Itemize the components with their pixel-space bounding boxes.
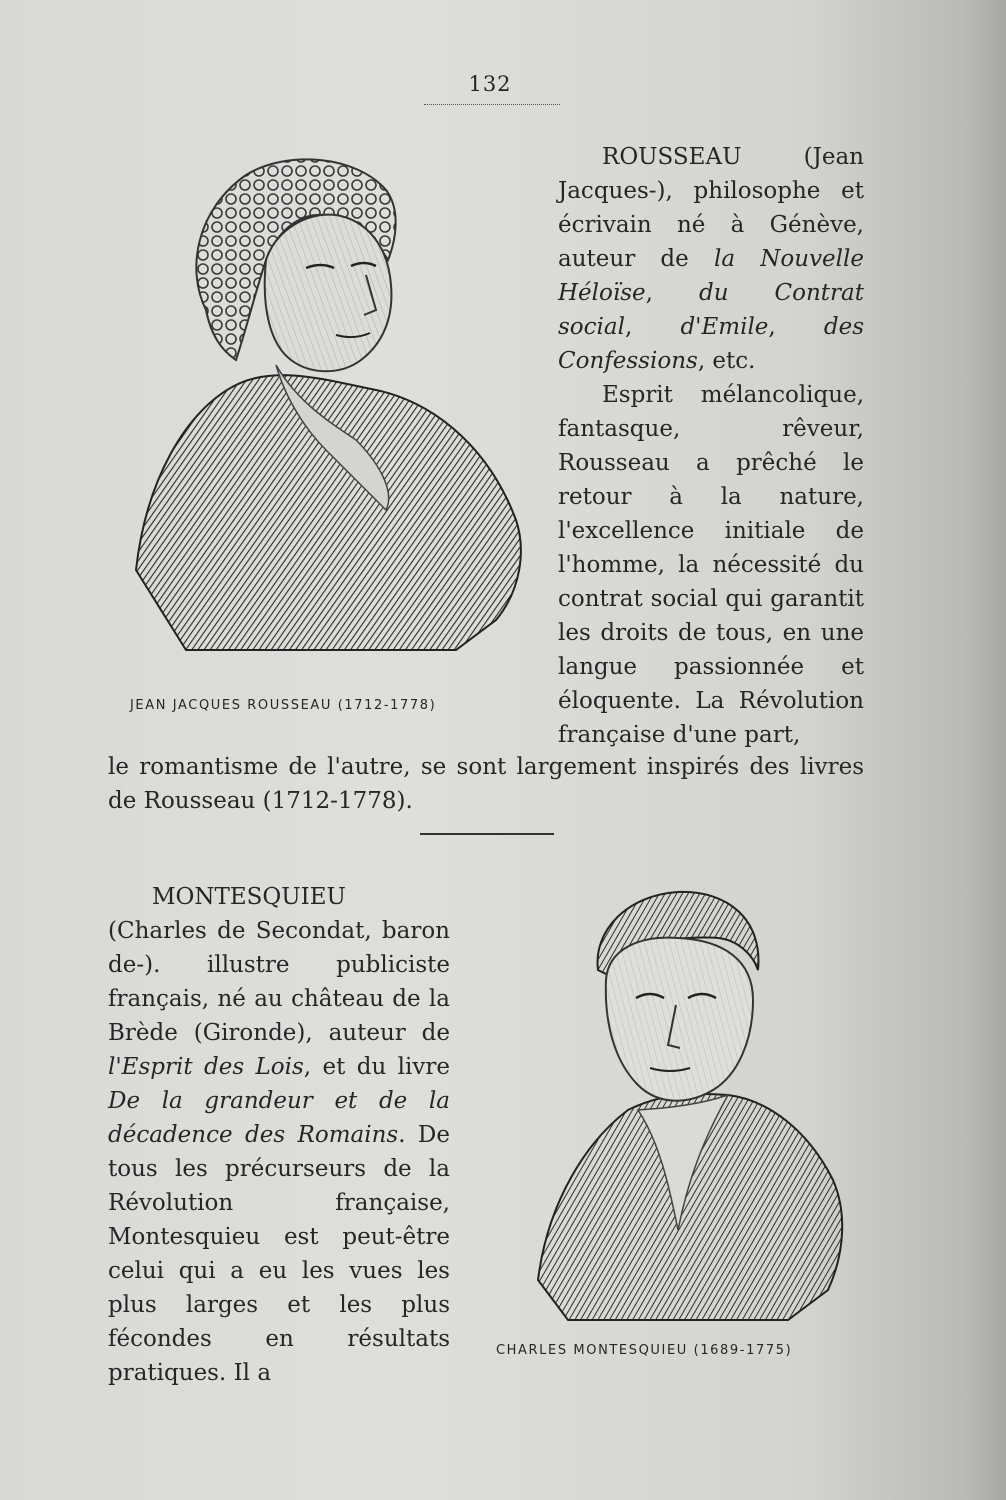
section-divider	[420, 833, 554, 835]
rousseau-paragraph-2-continued: le romantisme de l'autre, se sont largement inspirés des livres de Rousseau (1712-1778).	[108, 754, 864, 814]
work-emile: d'Emile	[680, 314, 769, 340]
montesquieu-portrait	[528, 880, 848, 1330]
montesquieu-caption: CHARLES MONTESQUIEU (1689-1775)	[496, 1343, 793, 1358]
work-grandeur-decadence: De la grandeur et de la décadence des Romains	[108, 1088, 450, 1148]
work-nouvelle-heloise: la Nouvelle Héloïse	[558, 246, 864, 306]
montesquieu-entry: MONTESQUIEU (Charles de Secondat, baron de-). illustre publiciste français, né au château de la Brède (Gironde), auteur de l'Esprit des Lois, et du livre De la grandeur et de la décadence des Romains. De tous les précurseurs de la Révolution française, Montesquieu est peut-être celui qui a eu les vues les plus larges et les plus fécondes en résultats pratiques. Il a	[108, 884, 450, 1386]
montesquieu-name: MONTESQUIEU	[152, 884, 346, 910]
rousseau-entry: ROUSSEAU (Jean Jacques-), philosophe et écrivain né à Génève, auteur de la Nouvelle Héloïse, du Contrat social, d'Emile, des Confessions, etc. Esprit mélancolique, fantasque, rêveur, Rousseau a prêché le retour à la nature, l'excellence initiale de l'homme, la nécessité du contrat social qui garantit les droits de tous, en une langue passionnée et éloquente. La Révolution française d'une part,	[558, 140, 864, 752]
work-esprit-des-lois: l'Esprit des Lois	[108, 1054, 304, 1080]
page-number: 132	[468, 72, 512, 96]
rousseau-portrait	[126, 150, 526, 670]
work-contrat-social: du Contrat social	[558, 280, 864, 340]
rousseau-paragraph-2: Esprit mélancolique, fantasque, rêveur, Rousseau a prêché le retour à la nature, l'excellence initiale de l'homme, la nécessité du contrat social qui garantit les droits de tous, en une langue passionnée et éloquente. La Révolution française d'une part,	[558, 382, 864, 748]
rousseau-name: ROUSSEAU	[602, 144, 742, 170]
work-confessions: des Confessions	[558, 314, 865, 374]
page-number-rule	[424, 104, 560, 105]
rousseau-caption: JEAN JACQUES ROUSSEAU (1712-1778)	[130, 698, 437, 713]
